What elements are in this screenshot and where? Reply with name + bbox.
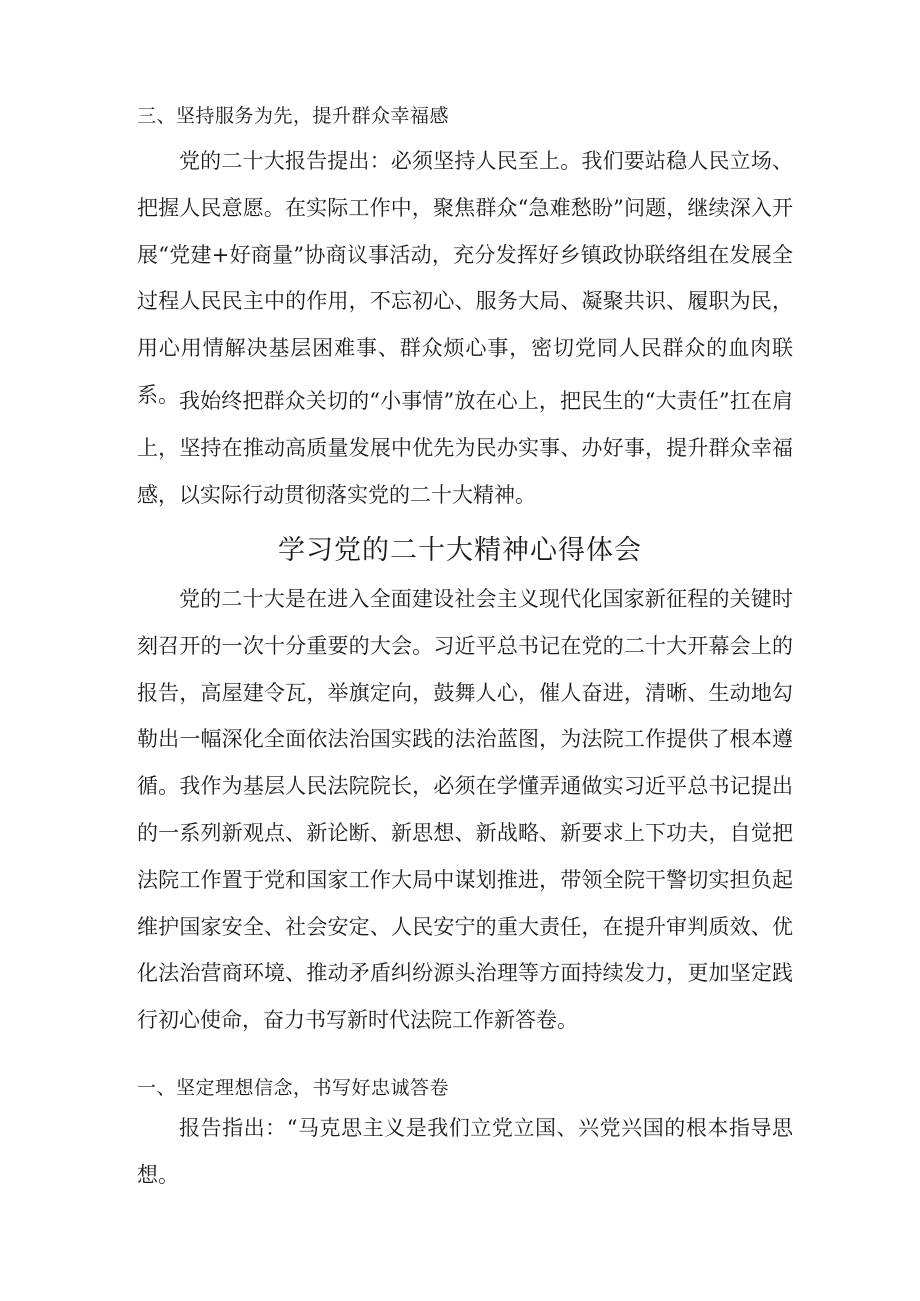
section-heading-3: 三、坚持服务为先，提升群众幸福感 (137, 105, 450, 127)
section3-paragraph-2: 我始终把群众关切的“小事情”放在心上，把民生的“大责任”扛在肩上，坚持在推动高质量发展中优先为民办实事、办好事，提升群众幸福感，以实际行动贯彻落实党的二十大精神。 (137, 389, 793, 507)
section1-paragraph-1: 报告指出：“马克思主义是我们立党立国、兴党兴国的根本指导思想。 (137, 1116, 793, 1187)
article-title: 学习党的二十大精神心得体会 (278, 535, 642, 566)
section3-paragraph-1: 党的二十大报告提出：必须坚持人民至上。我们要站稳人民立场、把握人民意愿。在实际工作中，聚焦群众“急难愁盼”问题，继续深入开展“党建+好商量”协商议事活动，充分发挥好乡镇政协联络组在发展全过程人民民主中的作用，不忘初心、服务大局、凝聚共识、履职为民，用心用情解决基层困难事、群众烦心事，密切党同人民群众的血肉联系。 (137, 149, 793, 407)
article-intro-paragraph: 党的二十大是在进入全面建设社会主义现代化国家新征程的关键时刻召开的一次十分重要的大会。习近平总书记在党的二十大开幕会上的报告，高屋建令瓦，举旗定向，鼓舞人心，催人奋进，清晰、生动地勾勒出一幅深化全面依法治国实践的法治蓝图，为法院工作提供了根本遵循。我作为基层人民法院院长，必须在学懂弄通做实习近平总书记提出的一系列新观点、新论断、新思想、新战略、新要求上下功夫，自觉把法院工作置于党和国家工作大局中谋划推进，带领全院干警切实担负起维护国家安全、社会安定、人民安宁的重大责任，在提升审判质效、优化法治营商环境、推动矛盾纠纷源头治理等方面持续发力，更加坚定践行初心使命，奋力书写新时代法院工作新答卷。 (137, 587, 793, 1033)
section-heading-1: 一、坚定理想信念，书写好忠诚答卷 (137, 1077, 450, 1099)
